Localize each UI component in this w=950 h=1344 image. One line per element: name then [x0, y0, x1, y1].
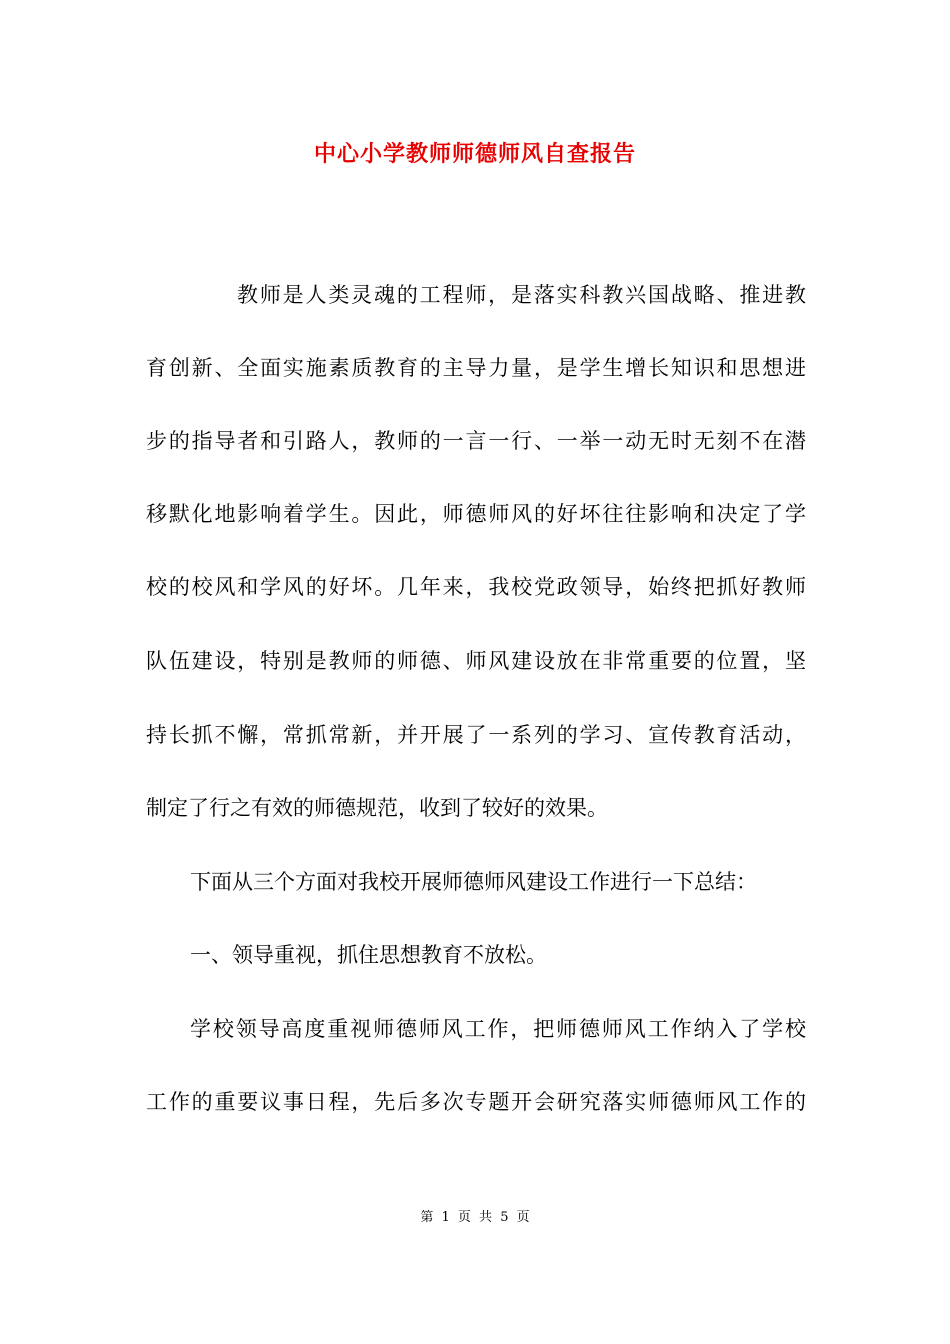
- paragraph-line: 制定了行之有效的师德规范，收到了较好的效果。: [146, 796, 608, 820]
- paragraph-line: 下面从三个方面对我校开展师德师风建设工作进行一下总结：: [190, 870, 757, 894]
- paragraph-line: 育创新、全面实施素质教育的主导力量，是学生增长知识和思想进: [146, 356, 806, 380]
- document-title: 中心小学教师师德师风自查报告: [313, 141, 636, 167]
- paragraph-line: 队伍建设，特别是教师的师德、师风建设放在非常重要的位置，坚: [146, 649, 806, 673]
- section-heading: 一、领导重视，抓住思想教育不放松。: [190, 943, 547, 967]
- paragraph-line: 校的校风和学风的好坏。几年来，我校党政领导，始终把抓好教师: [146, 575, 806, 599]
- paragraph-line: 教师是人类灵魂的工程师，是落实科教兴国战略、推进教: [237, 283, 806, 307]
- paragraph-line: 学校领导高度重视师德师风工作，把师德师风工作纳入了学校: [190, 1017, 806, 1041]
- paragraph-line: 步的指导者和引路人，教师的一言一行、一举一动无时无刻不在潜: [146, 429, 806, 453]
- paragraph-line: 工作的重要议事日程，先后多次专题开会研究落实师德师风工作的: [146, 1090, 806, 1114]
- paragraph-line: 移默化地影响着学生。因此，师德师风的好坏往往影响和决定了学: [146, 502, 806, 526]
- paragraph-line: 持长抓不懈，常抓常新，并开展了一系列的学习、宣传教育活动，: [146, 723, 806, 747]
- page-number: 第 1 页 共 5 页: [420, 1210, 530, 1225]
